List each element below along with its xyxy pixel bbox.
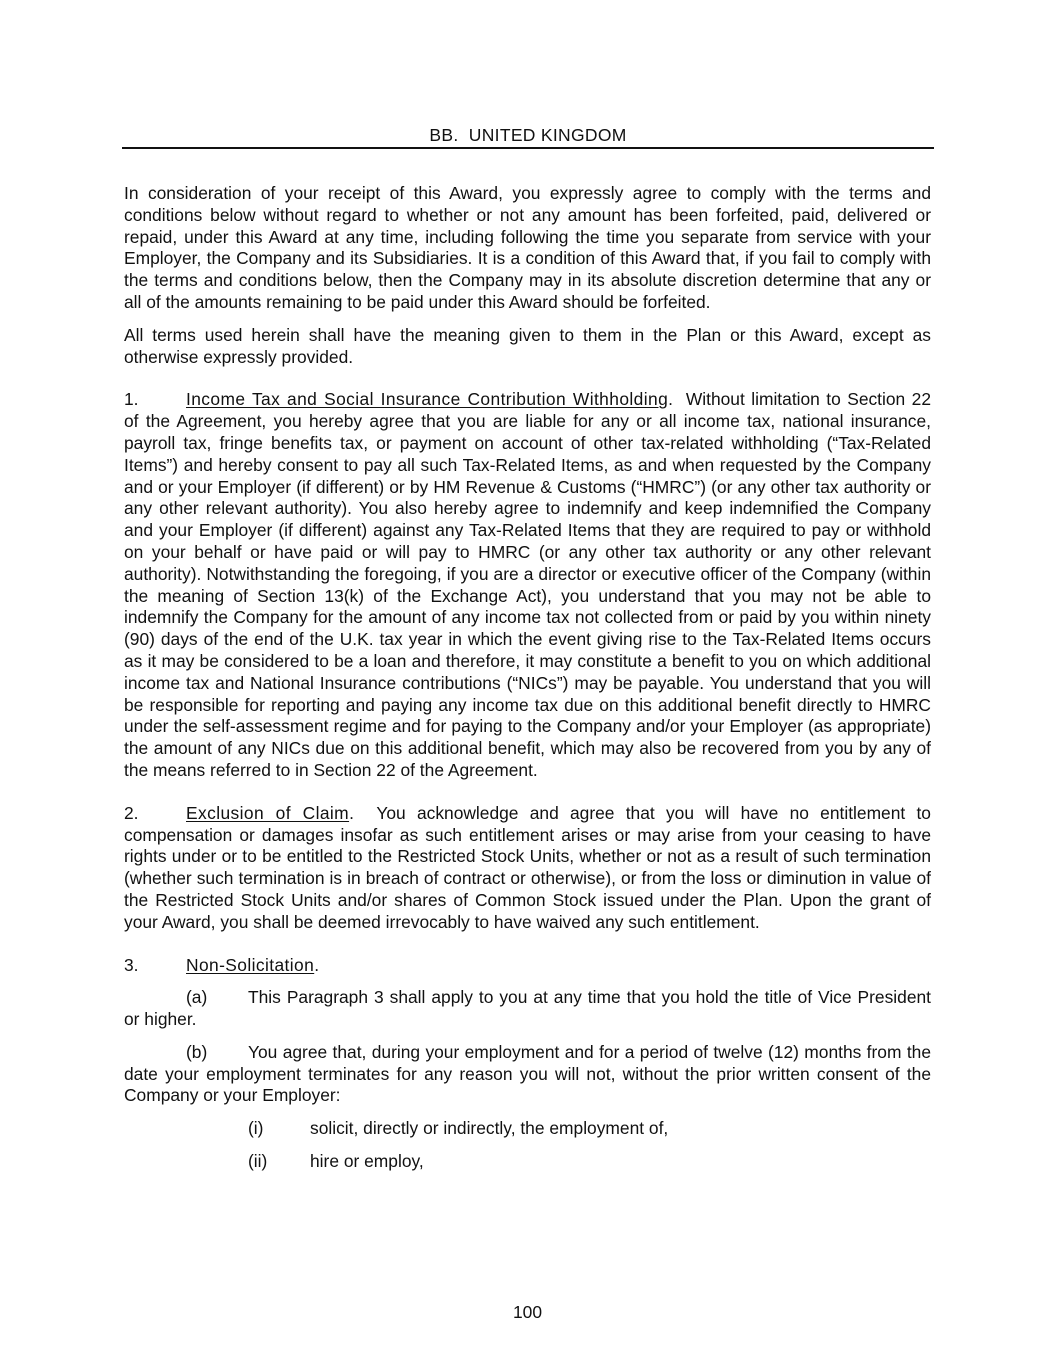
subsection-b <box>124 1042 931 1107</box>
page-number: 100 <box>512 1302 542 1322</box>
intro-paragraph-2: All terms used herein shall have the meaning given to them in the Plan or this Award, except as otherwise expressly provided. <box>124 324 931 367</box>
list-item-i-text: solicit, directly or indirectly, the employment of, <box>310 1118 669 1139</box>
section-title: BB. UNITED KINGDOM <box>429 125 627 145</box>
intro-paragraph-1: In consideration of your receipt of this Award, you expressly agree to comply with the terms and conditions below without regard to whether or not any amount has been forfeited, paid, delivered or repaid, under this Award at any time, including following the time you separate from service with your Employer, the Company and its Subsidiaries. It is a condition of this Award that, if you fail to comply with the terms and conditions below, then the Company may in its absolute discretion determine that any or all of the amounts remaining to be paid under this Award should be forfeited. <box>124 183 931 312</box>
subsection-b-text: You agree that, during your employment and for a period of twelve (12) months from the date your employment terminates for any reason you will not, without the prior written consent of the Company or your Employer: <box>124 1041 931 1106</box>
section-3-number: 3. <box>124 954 139 975</box>
section-3-heading: Non-Solicitation <box>186 954 315 975</box>
subsection-a <box>124 987 931 1031</box>
list-item-i <box>248 1118 931 1140</box>
list-item-ii <box>248 1151 931 1173</box>
section-1-text: . Without limitation to Section 22 of the Agreement, you hereby agree that you are liable for any or all income tax, national insurance, payroll tax, fringe benefits tax, or payment on account of other tax-related withholding (“Tax-Related Items”) and hereby consent to pay all such Tax-Related Items, as and when requested by the Company and or your Employer (if different) or by HM Revenue & Customs (“HMRC”) (or any other tax authority or any other relevant authority). You also hereby agree to indemnify and keep indemnified the Company and your Employer (if different) against any Tax-Related Items that they are required to pay or withhold on your behalf or have paid or will pay to HMRC (or any other tax authority or any other relevant authority). Notwithstanding the foregoing, if you are a director or executive officer of the Company (within the meaning of Section 13(k) of the Exchange Act), you understand that you may not be able to indemnify the Company for the amount of any income tax not collected from or paid by you within ninety (90) days of the end of the U.K. tax year in which the event giving rise to the Tax-Related Items occurs as it may be considered to be a loan and therefore, it may constitute a benefit to you on which additional income tax and National Insurance contributions (“NICs”) may be payable. You understand that you will be responsible for reporting and paying any income tax due on this additional benefit directly to HMRC under the self-assessment regime and for paying to the Company and/or your Employer (as appropriate) the amount of any NICs due on this additional benefit, which may also be recovered from you by any of the means referred to in Section 22 of the Agreement. <box>124 389 931 780</box>
section-3 <box>124 955 931 977</box>
section-2-number: 2. <box>124 802 139 823</box>
list-item-ii-label: (ii) <box>248 1151 268 1172</box>
document-body <box>124 183 931 1184</box>
subsection-a-text: This Paragraph 3 shall apply to you at any time that you hold the title of Vice President or higher. <box>124 987 931 1030</box>
section-2-text: . You acknowledge and agree that you will have no entitlement to compensation or damages insofar as such entitlement arises or may arise from your ceasing to have rights under or to be entitled to the Restricted Stock Units, whether or not as a result of such termination (whether such termination is in breach of contract or otherwise), or from the loss or diminution in value of the Restricted Stock Units and/or shares of Common Stock issued under the Plan. Upon the grant of your Award, you shall be deemed irrevocably to have waived any such entitlement. <box>124 802 931 932</box>
section-1-heading: Income Tax and Social Insurance Contribution Withholding <box>186 389 669 410</box>
list-item-i-label: (i) <box>248 1118 264 1139</box>
subsection-b-label: (b) <box>186 1041 208 1062</box>
list-item-ii-text: hire or employ, <box>310 1151 424 1172</box>
section-3-text: . <box>314 954 320 975</box>
section-1 <box>124 389 931 781</box>
section-1-number: 1. <box>124 389 139 410</box>
section-2-heading: Exclusion of Claim <box>186 802 350 823</box>
title-rule <box>122 147 934 149</box>
subsection-a-label: (a) <box>186 987 208 1008</box>
section-2 <box>124 803 931 934</box>
